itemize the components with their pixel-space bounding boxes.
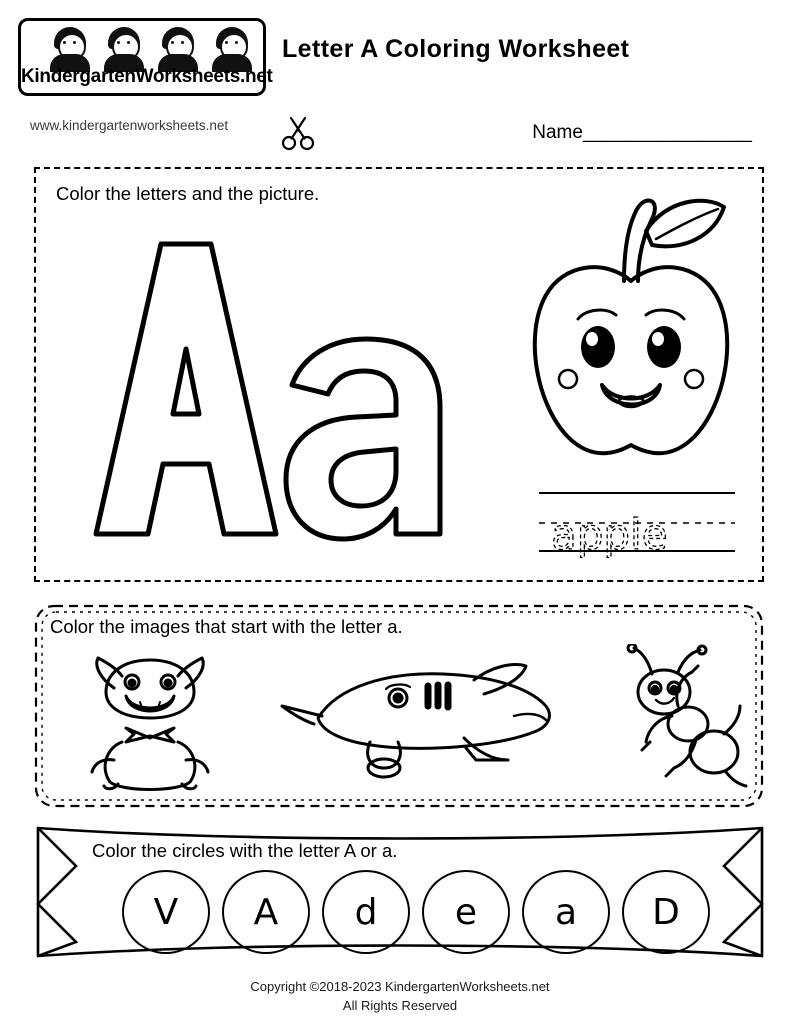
circle-letter[interactable]: A <box>222 870 310 954</box>
kid-icon-4 <box>209 27 255 69</box>
scissors-icon <box>278 115 318 151</box>
logo-word-tld: .net <box>240 66 273 87</box>
page-title: Letter A Coloring Worksheet <box>282 35 630 63</box>
circle-letter[interactable]: d <box>322 870 410 954</box>
rights-text: All Rights Reserved <box>342 997 458 1013</box>
alligator-icon[interactable] <box>70 642 230 792</box>
logo-word-kindergarten: Kindergarten <box>21 66 136 87</box>
section1-instruction: Color the letters and the picture. <box>56 183 320 204</box>
section3-instruction: Color the circles with the letter A or a. <box>92 840 398 861</box>
section2-instruction: Color the images that start with the letter a. <box>50 616 403 637</box>
site-logo[interactable] <box>18 18 273 96</box>
site-url: www.kindergartenworksheets.net <box>30 118 229 133</box>
airplane-icon[interactable] <box>278 656 568 786</box>
apple-icon <box>506 189 756 479</box>
page-footer <box>0 978 800 1016</box>
logo-kids-illustration <box>47 29 277 69</box>
section-color-letters <box>34 167 764 582</box>
circle-letter[interactable]: a <box>522 870 610 954</box>
circle-letters-row <box>122 870 710 954</box>
name-field-label[interactable]: Name________________ <box>532 122 752 143</box>
kid-icon-3 <box>155 27 201 69</box>
logo-word-worksheets: Worksheets <box>135 66 240 87</box>
copyright-text: Copyright ©2018-2023 KindergartenWorksheets.net <box>250 979 550 994</box>
section-color-images <box>30 600 768 812</box>
circle-letter[interactable]: e <box>422 870 510 954</box>
letter-outline-group <box>46 209 496 559</box>
section2-image-row <box>30 642 768 802</box>
section-color-circles <box>30 820 770 965</box>
page-header <box>0 0 800 150</box>
kid-icon-1 <box>47 27 93 69</box>
svg-text:apple: apple <box>551 510 668 559</box>
ant-icon[interactable] <box>608 644 748 794</box>
kid-icon-2 <box>101 27 147 69</box>
logo-wordmark <box>21 66 273 88</box>
circle-letter[interactable]: V <box>122 870 210 954</box>
trace-word-apple[interactable] <box>539 487 739 567</box>
circle-letter[interactable]: D <box>622 870 710 954</box>
